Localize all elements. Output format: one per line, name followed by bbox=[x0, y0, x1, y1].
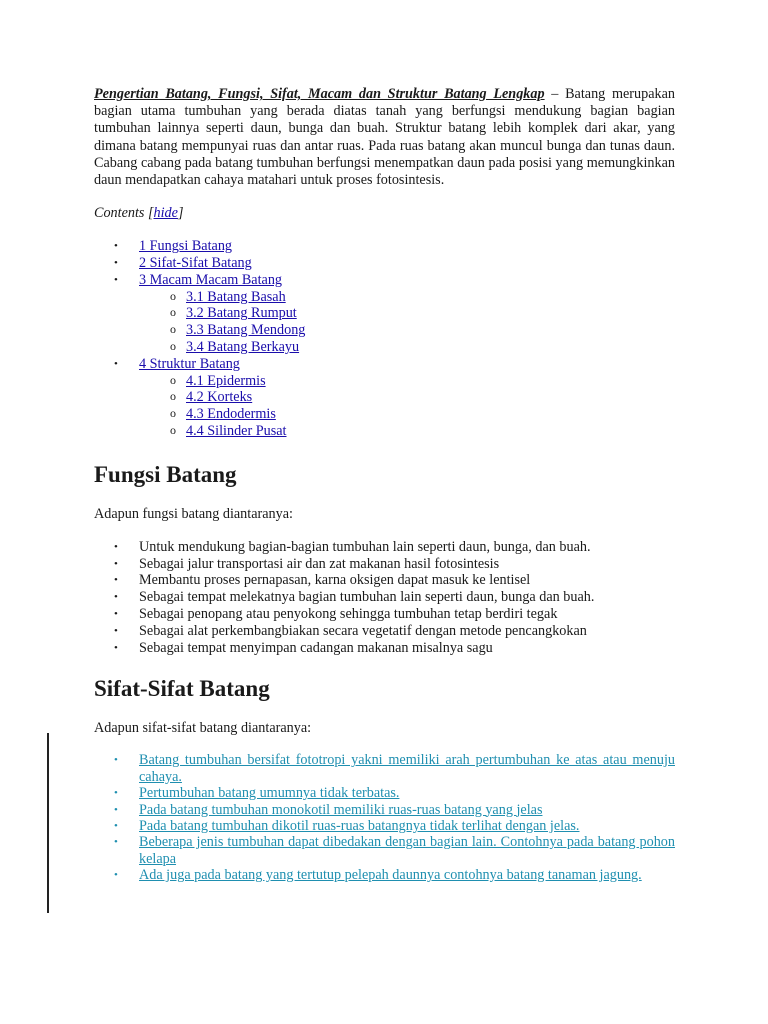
toc-subitem bbox=[94, 322, 675, 339]
bullet-icon: • bbox=[114, 754, 118, 767]
toc-item bbox=[94, 255, 675, 272]
bullet-icon: • bbox=[114, 787, 118, 800]
list-item bbox=[94, 818, 675, 834]
list-item-text: Sebagai tempat melekatnya bagian tumbuhan lain seperti daun, bunga dan buah. bbox=[139, 589, 595, 606]
toc-item bbox=[94, 238, 675, 255]
toc-item bbox=[94, 272, 675, 356]
list-item-link[interactable]: Pertumbuhan batang umumnya tidak terbatas. bbox=[139, 785, 400, 802]
revision-bar bbox=[47, 733, 49, 913]
hollow-bullet-icon: o bbox=[170, 422, 176, 437]
heading-fungsi: Fungsi Batang bbox=[94, 461, 237, 487]
contents-label bbox=[94, 205, 675, 222]
list-item-link[interactable]: Batang tumbuhan bersifat fototropi yakni memiliki arah pertumbuhan ke atas atau menuju cahaya. bbox=[139, 752, 675, 785]
list-item bbox=[94, 752, 675, 785]
toc-link-silinder[interactable]: 4.4 Silinder Pusat bbox=[186, 422, 287, 439]
bullet-icon: • bbox=[114, 273, 118, 286]
toc-subitem bbox=[94, 423, 675, 440]
list-item-text: Untuk mendukung bagian-bagian tumbuhan lain seperti daun, bunga, dan buah. bbox=[139, 538, 591, 555]
bullet-icon: • bbox=[114, 540, 118, 553]
intro-body: Batang merupakan bagian utama tumbuhan yang berada diatas tanah yang berfungsi mendukung bagian bagian tumbuhan lainnya seperti daun, bunga dan buah. Struktur batang lebih komplek dari akar, yang dimana batang mempunyai ruas dan antar ruas. Pada ruas batang akan muncul bunga dan tunas daun. Cabang cabang pada batang tumbuhan berfungsi menempatkan daun pada posisi yang memungkinkan daun mendapatkan cahaya matahari untuk proses fotosintesis. bbox=[94, 86, 675, 189]
list-item bbox=[94, 539, 675, 556]
toc-link-fungsi[interactable]: 1 Fungsi Batang bbox=[139, 238, 233, 255]
toc-link-basah[interactable]: 3.1 Batang Basah bbox=[186, 288, 286, 305]
bullet-icon: • bbox=[114, 557, 118, 570]
bullet-icon: • bbox=[114, 641, 118, 654]
list-item bbox=[94, 572, 675, 589]
bullet-icon: • bbox=[114, 240, 118, 253]
list-item bbox=[94, 589, 675, 606]
hollow-bullet-icon: o bbox=[170, 322, 176, 337]
bullet-icon: • bbox=[114, 803, 118, 816]
toc-link-mendong[interactable]: 3.3 Batang Mendong bbox=[186, 322, 306, 339]
table-of-contents bbox=[94, 238, 675, 440]
toc-sublist bbox=[139, 373, 675, 440]
toc-sublist bbox=[139, 289, 675, 356]
contents-hide-link[interactable]: hide bbox=[153, 205, 178, 222]
bullet-icon: • bbox=[114, 574, 118, 587]
intro-paragraph bbox=[94, 86, 675, 189]
list-item bbox=[94, 606, 675, 623]
hollow-bullet-icon: o bbox=[170, 372, 176, 387]
toc-subitem bbox=[94, 289, 675, 306]
toc-link-berkayu[interactable]: 3.4 Batang Berkayu bbox=[186, 339, 300, 355]
list-item-text: Membantu proses pernapasan, karna oksigen dapat masuk ke lentisel bbox=[139, 572, 531, 589]
toc-link-macam[interactable]: 3 Macam Macam Batang bbox=[139, 271, 283, 288]
toc-link-rumput[interactable]: 3.2 Batang Rumput bbox=[186, 305, 297, 322]
toc-subitem bbox=[94, 406, 675, 423]
list-item-text: Sebagai jalur transportasi air dan zat makanan hasil fotosintesis bbox=[139, 555, 500, 572]
list-item-link[interactable]: Pada batang tumbuhan dikotil ruas-ruas batangnya tidak terlihat dengan jelas. bbox=[139, 817, 580, 834]
list-item bbox=[94, 640, 675, 657]
toc-link-endodermis[interactable]: 4.3 Endodermis bbox=[186, 406, 276, 423]
hollow-bullet-icon: o bbox=[170, 305, 176, 320]
bullet-icon: • bbox=[114, 819, 118, 832]
toc-subitem bbox=[94, 339, 675, 356]
intro-dash: – bbox=[544, 86, 566, 102]
contents-text: Contents [ bbox=[94, 205, 154, 222]
bullet-icon: • bbox=[114, 607, 118, 620]
bullet-icon: • bbox=[114, 591, 118, 604]
toc-subitem bbox=[94, 373, 675, 390]
contents-close-bracket: ] bbox=[177, 205, 184, 222]
list-item bbox=[94, 785, 675, 801]
bullet-icon: • bbox=[114, 869, 118, 882]
fungsi-list bbox=[94, 539, 675, 657]
list-item bbox=[94, 556, 675, 573]
hollow-bullet-icon: o bbox=[170, 288, 176, 303]
list-item bbox=[94, 834, 675, 867]
bullet-icon: • bbox=[114, 357, 118, 370]
toc-subitem bbox=[94, 389, 675, 406]
list-item bbox=[94, 867, 675, 883]
toc-link-korteks[interactable]: 4.2 Korteks bbox=[186, 389, 253, 406]
list-item bbox=[94, 623, 675, 640]
fungsi-intro: Adapun fungsi batang diantaranya: bbox=[94, 505, 293, 522]
bullet-icon: • bbox=[114, 836, 118, 849]
bullet-icon: • bbox=[114, 257, 118, 270]
list-item-text: Sebagai penopang atau penyokong sehingga tumbuhan tetap berdiri tegak bbox=[139, 605, 558, 622]
list-item-text: Sebagai tempat menyimpan cadangan makanan misalnya sagu bbox=[139, 639, 493, 656]
list-item bbox=[94, 802, 675, 818]
toc-subitem bbox=[94, 305, 675, 322]
list-item-link[interactable]: Beberapa jenis tumbuhan dapat dibedakan dengan bagian lain. Contohnya pada batang pohon kelapa bbox=[139, 834, 675, 867]
sifat-list bbox=[94, 752, 675, 883]
bullet-icon: • bbox=[114, 624, 118, 637]
list-item-link[interactable]: Ada juga pada batang yang tertutup pelepah daunnya contohnya batang tanaman jagung. bbox=[139, 867, 642, 884]
toc-link-struktur[interactable]: 4 Struktur Batang bbox=[139, 355, 240, 372]
list-item-text: Sebagai alat perkembangbiakan secara vegetatif dengan metode pencangkokan bbox=[139, 622, 587, 639]
list-item-link[interactable]: Pada batang tumbuhan monokotil memiliki ruas-ruas batang yang jelas bbox=[139, 801, 543, 818]
heading-sifat: Sifat-Sifat Batang bbox=[94, 676, 270, 702]
toc-item bbox=[94, 356, 675, 440]
toc-link-sifat[interactable]: 2 Sifat-Sifat Batang bbox=[139, 255, 252, 272]
sifat-intro: Adapun sifat-sifat batang diantaranya: bbox=[94, 720, 312, 737]
document-page bbox=[94, 86, 675, 884]
intro-title: Pengertian Batang, Fungsi, Sifat, Macam dan Struktur Batang Lengkap bbox=[94, 86, 545, 102]
toc-link-epidermis[interactable]: 4.1 Epidermis bbox=[186, 372, 266, 389]
hollow-bullet-icon: o bbox=[170, 339, 176, 353]
hollow-bullet-icon: o bbox=[170, 406, 176, 421]
hollow-bullet-icon: o bbox=[170, 389, 176, 404]
